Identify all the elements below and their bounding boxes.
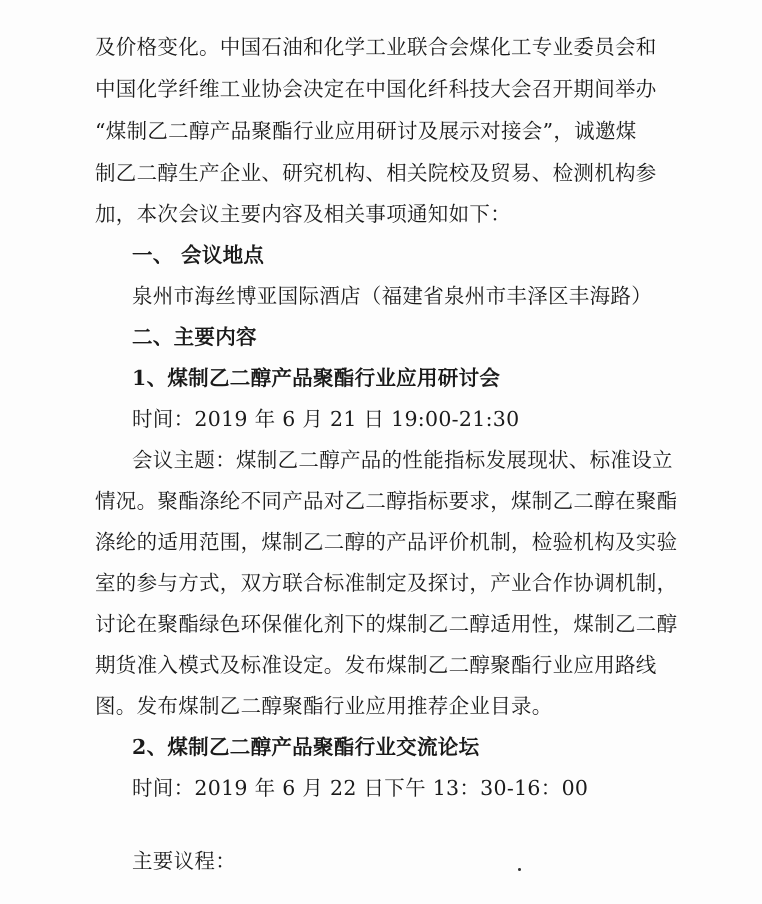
item1-topic-line-3: 涤纶的适用范围，煤制乙二醇的产品评价机制，检验机构及实验: [95, 530, 678, 554]
intro-line-1: 及价格变化。中国石油和化学工业联合会煤化工专业委员会和: [95, 35, 657, 59]
intro-line-4: 制乙二醇生产企业、研究机构、相关院校及贸易、检测机构参: [95, 161, 657, 185]
intro-line-2: 中国化学纤维工业协会决定在中国化纤科技大会召开期间举办: [95, 77, 657, 101]
item1-topic-line-5: 讨论在聚酯绿色环保催化剂下的煤制乙二醇适用性，煤制乙二醇: [95, 612, 678, 636]
item2-heading: 2、煤制乙二醇产品聚酯行业交流论坛: [132, 735, 480, 759]
item1-topic-line-1: 会议主题：煤制乙二醇产品的性能指标发展现状、标准设立: [132, 448, 673, 472]
intro-line-5: 加，本次会议主要内容及相关事项通知如下：: [95, 202, 511, 226]
item1-topic-line-7: 图。发布煤制乙二醇聚酯行业应用推荐企业目录。: [95, 694, 553, 718]
agenda-label: 主要议程：: [132, 849, 236, 873]
item2-time: 时间：2019 年 6 月 22 日下午 13：30-16：00: [132, 776, 589, 800]
item1-time: 时间：2019 年 6 月 21 日 19:00-21:30: [132, 407, 520, 431]
item1-topic-line-2: 情况。聚酯涤纶不同产品对乙二醇指标要求，煤制乙二醇在聚酯: [95, 489, 678, 513]
intro-line-3: “煤制乙二醇产品聚酯行业应用研讨及展示对接会”，诚邀煤: [95, 119, 637, 143]
item1-topic-line-6: 期货准入模式及标准设定。发布煤制乙二醇聚酯行业应用路线: [95, 653, 657, 677]
section-heading-content: 二、主要内容: [132, 325, 257, 349]
item1-heading: 1、煤制乙二醇产品聚酯行业应用研讨会: [132, 366, 501, 390]
venue-text: 泉州市海丝博亚国际酒店（福建省泉州市丰泽区丰海路）: [132, 284, 652, 308]
item1-topic-line-4: 室的参与方式，双方联合标准制定及探讨，产业合作协调机制，: [95, 571, 678, 595]
section-heading-venue: 一、 会议地点: [132, 243, 265, 267]
scan-speck: [518, 868, 521, 871]
